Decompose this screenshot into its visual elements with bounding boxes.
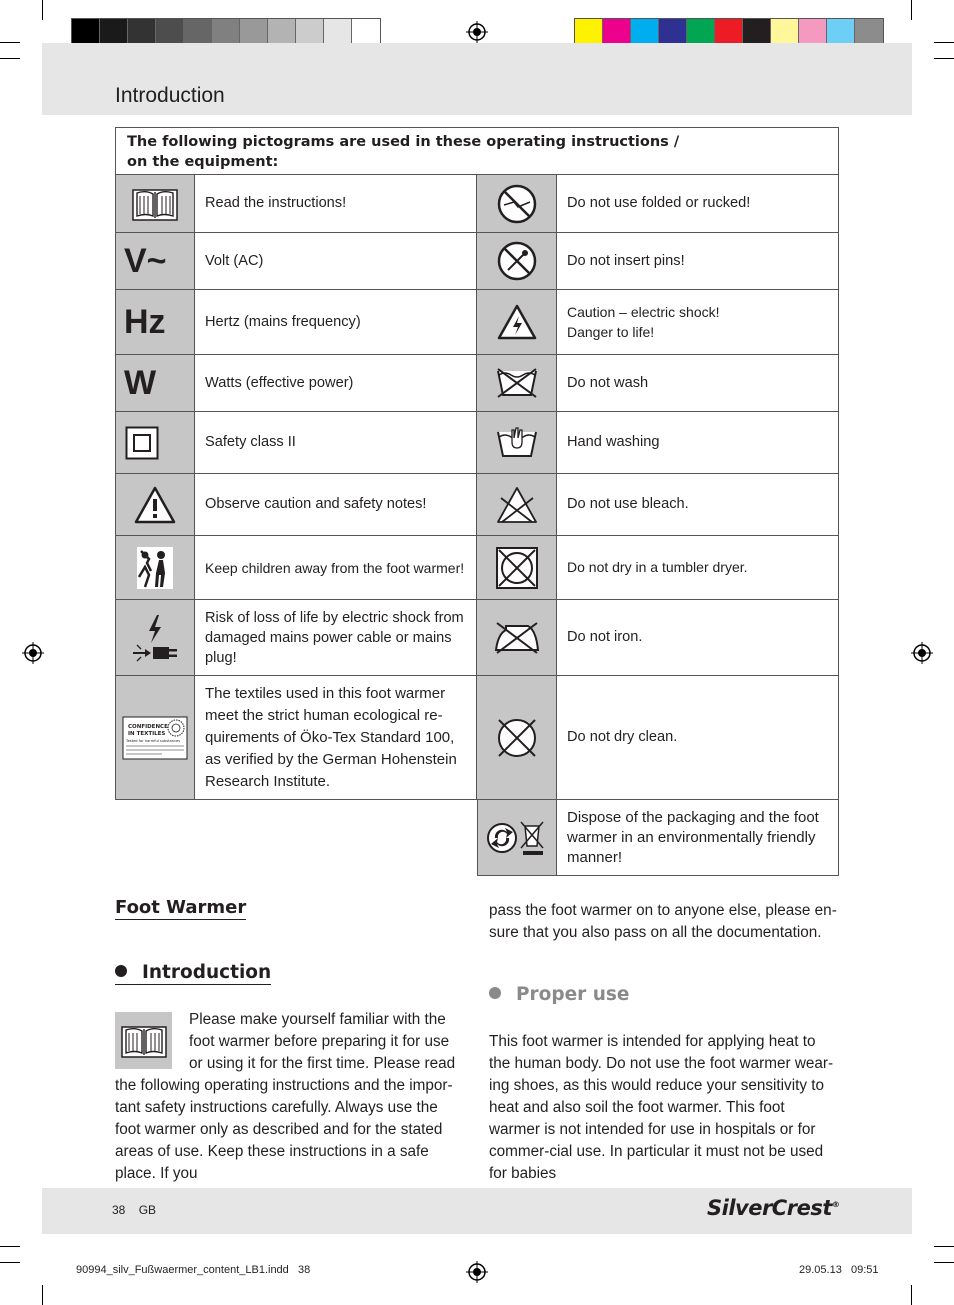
crop-mark [934,1246,954,1247]
icon-cell [477,474,557,536]
pictogram-description: Do not insert pins! [557,233,839,290]
no-bleach-icon [496,486,538,524]
icon-cell [115,600,195,676]
pictogram-description: Volt (AC) [195,233,477,290]
registered-mark: ® [831,1200,840,1209]
slug-file [76,1264,310,1276]
pictogram-description [557,290,839,355]
no-dry-clean-icon [495,716,539,760]
electric-shock-warning-icon [497,304,537,340]
pictogram-description: Do not dry in a tumbler dryer. [557,536,839,600]
section-heading-proper-use [489,984,629,1005]
icon-cell [115,676,195,800]
crop-mark [42,1285,43,1305]
bullet-icon [115,965,127,977]
table-row [115,290,839,355]
volt-ac-symbol: V~ [124,241,167,280]
pictogram-description-line: Danger to life! [567,324,655,340]
hertz-symbol: Hz [124,302,166,341]
icon-cell [115,175,195,233]
brand-logo [707,1196,839,1220]
icon-cell [477,355,557,412]
oekotex-label-text: CONFIDENCE [128,723,168,730]
icon-cell [477,290,557,355]
icon-cell [477,676,557,800]
registration-mark-icon [911,642,933,664]
icon-cell [115,536,195,600]
table-row [115,676,839,800]
book-icon [121,1023,167,1059]
pictogram-description: Hand washing [557,412,839,474]
icon-cell [477,233,557,290]
pictogram-description: Read the instructions! [195,175,477,233]
pictogram-description: Risk of loss of life by electric shock from damaged mains power cable or mains plug! [195,600,477,676]
safety-class-ii-icon [125,426,159,460]
section-heading-text: Proper use [516,984,630,1005]
crop-mark [934,1262,954,1263]
table-heading-line: on the equipment: [127,154,279,170]
pictogram-description: Do not dry clean. [557,676,839,800]
icon-cell [477,800,557,876]
slug-page: 38 [297,1264,311,1276]
table-row [115,175,839,233]
recycling-disposal-icon [487,818,547,858]
page-title: Introduction [115,84,225,107]
crop-mark [0,58,20,59]
slug-datetime [799,1264,879,1276]
table-row [115,233,839,290]
registration-mark-icon [466,21,488,43]
registration-mark-icon [466,1261,488,1283]
pictogram-description: Hertz (mains frequency) [195,290,477,355]
pictogram-description: Watts (effective power) [195,355,477,412]
icon-cell [477,175,557,233]
icon-cell [115,290,195,355]
do-not-wash-icon [495,367,539,399]
intro-paragraph-wrap: Please make yourself familiar with the foot warmer before preparing it for use or using it for the first time. Please read [189,1011,456,1072]
pictogram-description: Observe caution and safety notes! [195,474,477,536]
pictogram-description: Do not iron. [557,600,839,676]
hand-wash-icon [495,426,539,460]
icon-cell [115,355,195,412]
pictogram-description: The textiles used in this foot warmer meet the strict human ecological re-quirements of Öko-Tex Standard 100, as verified by the German Hohenstein Research Institute. [195,676,477,800]
oekotex-label-text: Tested for harmful substances [126,738,181,743]
crop-mark [0,42,20,43]
crop-mark [934,58,954,59]
pictogram-description: Dispose of the packaging and the foot warmer in an environmentally friendly manner! [557,800,839,876]
watts-symbol: W [124,363,157,402]
caution-triangle-icon [134,486,176,524]
pictogram-description-line: Caution – electric shock! [567,304,720,320]
table-row [115,800,839,876]
crop-mark [934,42,954,43]
slug-date: 29.05.13 [799,1264,842,1276]
bullet-icon [489,987,501,999]
crop-mark [42,0,43,20]
icon-cell [115,474,195,536]
keep-children-away-icon [135,545,175,591]
icon-cell [115,233,195,290]
crop-mark [0,1246,20,1247]
table-row [115,536,839,600]
no-iron-icon [494,620,540,656]
brand-name: SilverCrest [707,1196,832,1220]
crop-mark [0,1262,20,1263]
damaged-cable-icon [131,613,179,663]
table-heading [115,127,839,175]
right-column-paragraph: pass the foot warmer on to anyone else, please en-sure that you also pass on all the documentation. [489,902,837,941]
table-heading-line: The following pictograms are used in these operating instructions / [127,134,680,150]
language-code: GB [138,1203,157,1217]
pictogram-description: Do not use folded or rucked! [557,175,839,233]
section-heading-text: Introduction [142,962,272,983]
book-icon-box [115,1012,172,1069]
no-pins-icon [496,240,538,282]
section-heading-introduction [115,962,271,985]
icon-cell [477,536,557,600]
oekotex-label-text: IN TEXTILES [128,730,166,737]
no-tumble-dry-icon [495,546,539,590]
icon-cell [477,600,557,676]
registration-mark-icon [22,642,44,664]
intro-paragraph: the following operating instructions and the impor-tant safety instructions carefully. Always use the foot warmer only as described and for the stated areas of use. Keep these instructions in a safe place. If you [115,1077,453,1182]
pictogram-description: Safety class II [195,412,477,474]
slug-filename: 90994_silv_Fußwaermer_content_LB1.indd [76,1264,289,1276]
proper-use-paragraph: This foot warmer is intended for applying heat to the human body. Do not use the foot warmer wear-ing shoes, as this would reduce your sensitivity to heat and also soil the foot warmer. This foot warmer is not intended for use in hospitals or for commer-cial use. In particular it must not be used for babies [489,1033,834,1182]
crop-mark [911,1285,912,1305]
book-icon [132,186,178,222]
icon-cell [115,412,195,474]
page-number-value: 38 [112,1203,126,1217]
pictogram-description: Do not wash [557,355,839,412]
crop-mark [911,0,912,20]
pictogram-description: Keep children away from the foot warmer! [195,536,477,600]
slug-time: 09:51 [851,1264,879,1276]
no-folding-icon [496,183,538,225]
table-row [115,474,839,536]
page-number [112,1203,156,1217]
icon-cell [477,412,557,474]
table-row [115,600,839,676]
oeko-tex-label-icon [122,716,188,760]
table-row [115,355,839,412]
table-row [115,412,839,474]
pictogram-description: Do not use bleach. [557,474,839,536]
section-heading-foot-warmer: Foot Warmer [115,897,247,918]
